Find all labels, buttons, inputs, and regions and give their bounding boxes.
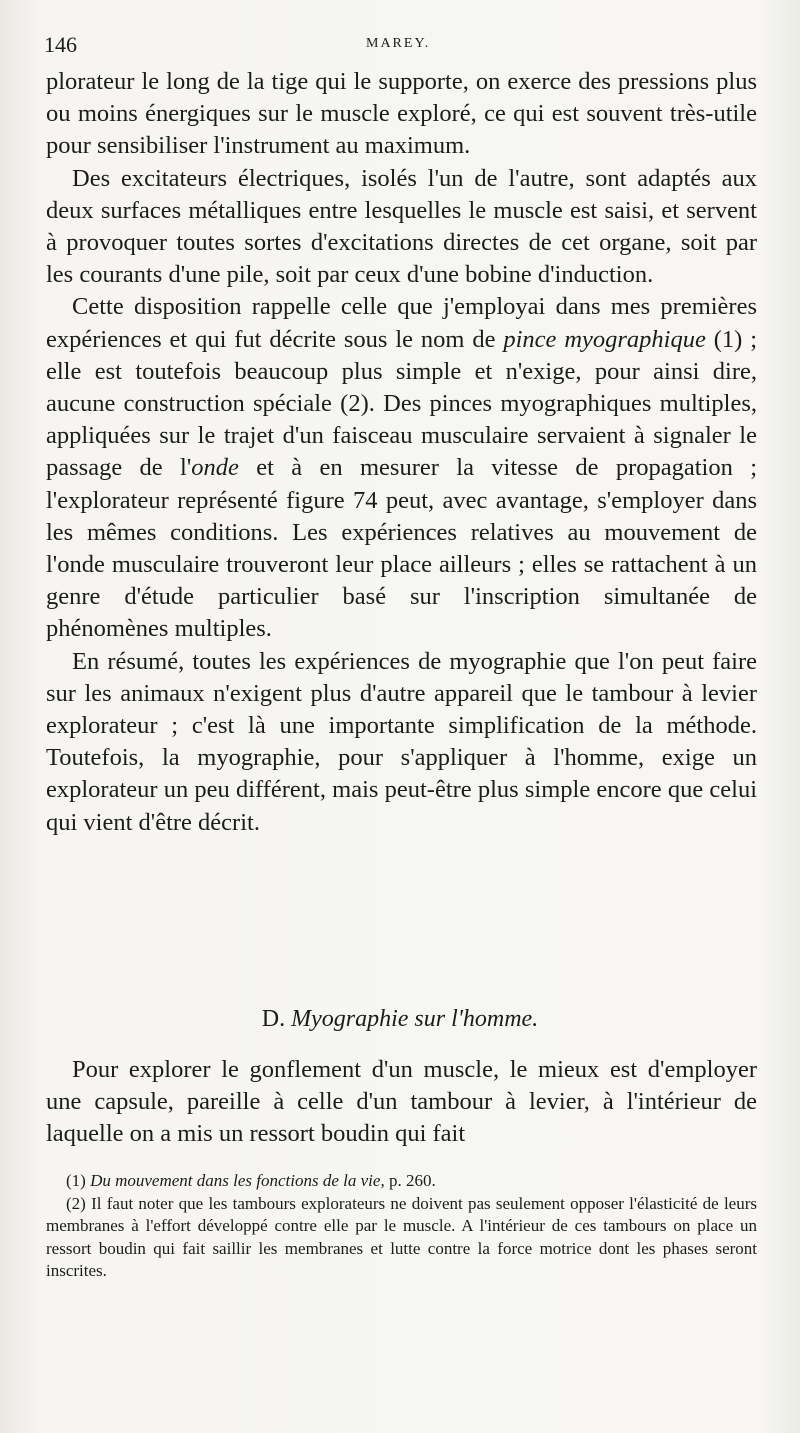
section-title: Myographie sur l'homme.: [291, 1006, 539, 1032]
footnote-2-text: Il faut noter que les tambours explorateurs ne doivent pas seulement opposer l'élasticité de leurs membranes à l'effort développé contre elle par le muscle. A l'intérieur de ces tambours on place un ressort boudin qui fait saillir les membranes et lutte contre la force motrice dont les phases seront inscrites.: [46, 1193, 757, 1280]
paragraph-4: En résumé, toutes les expériences de myographie que l'on peut faire sur les animaux n'exigent plus d'autre appareil que le tambour à levier explorateur ; c'est là une importante simplification de la méthode. Toutefois, la myographie, pour s'appliquer à l'homme, exige un explorateur un peu différent, mais peut-être plus simple encore que celui qui vient d'être décrit.: [46, 647, 757, 836]
footnote-2-marker: (2): [66, 1193, 86, 1213]
paragraph-3: [46, 291, 757, 645]
paragraph-2: Des excitateurs électriques, isolés l'un de l'autre, sont adaptés aux deux surfaces métalliques entre lesquelles le muscle est saisi, et servent à provoquer toutes sortes d'excitations directes de cet organe, soit par les courants d'une pile, soit par ceux d'une bobine d'induction.: [46, 164, 757, 289]
term-onde: onde: [191, 454, 239, 482]
section-heading: [0, 1006, 800, 1033]
page-header: [44, 30, 756, 60]
section-paragraph: Pour explorer le gonflement d'un muscle, le mieux est d'employer une capsule, pareille à celle d'un tambour à levier, à l'intérieur de laquelle on a mis un ressort boudin qui fait: [46, 1056, 757, 1148]
footnote-2: [46, 1193, 757, 1283]
paragraph-3-part-a: Cette disposition rappelle celle que j'employai dans mes premières expériences et qui fut décrite sous le nom de: [46, 293, 757, 353]
section-label: D.: [261, 1006, 286, 1032]
paragraph-1: plorateur le long de la tige qui le supporte, on exerce des pressions plus ou moins énergiques sur le muscle exploré, ce qui est souvent très-utile pour sensibiliser l'instrument au maximum.: [46, 68, 757, 160]
running-title: MAREY.: [366, 36, 431, 51]
main-text: [46, 66, 757, 839]
footnote-1-marker: (1): [66, 1171, 86, 1190]
page-number: 146: [44, 32, 77, 57]
paragraph-3-part-b: (1) ; elle est toutefois beaucoup plus simple et n'exige, pour ainsi dire, aucune construction spéciale (2). Des pinces myographiques multiples, appliquées sur le trajet d'un faisceau musculaire servaient à signaler le passage de l': [46, 325, 758, 482]
paragraph-3-part-c: et à en mesurer la vitesse de propagation ; l'explorateur représenté figure 74 peut, avec avantage, s'employer dans les mêmes conditions. Les expériences relatives au mouvement de l'onde musculaire trouveront leur place ailleurs ; elles se rattachent à un genre d'étude particulier basé sur l'inscription simultanée de phénomènes multiples.: [46, 454, 758, 643]
footnote-1-rest: , p. 260.: [380, 1171, 436, 1190]
term-pince-myographique: pince myographique: [503, 325, 706, 353]
footnote-1-title: Du mouvement dans les fonctions de la vie: [90, 1171, 381, 1190]
footnotes: [46, 1170, 757, 1283]
footnote-1: [46, 1170, 757, 1193]
